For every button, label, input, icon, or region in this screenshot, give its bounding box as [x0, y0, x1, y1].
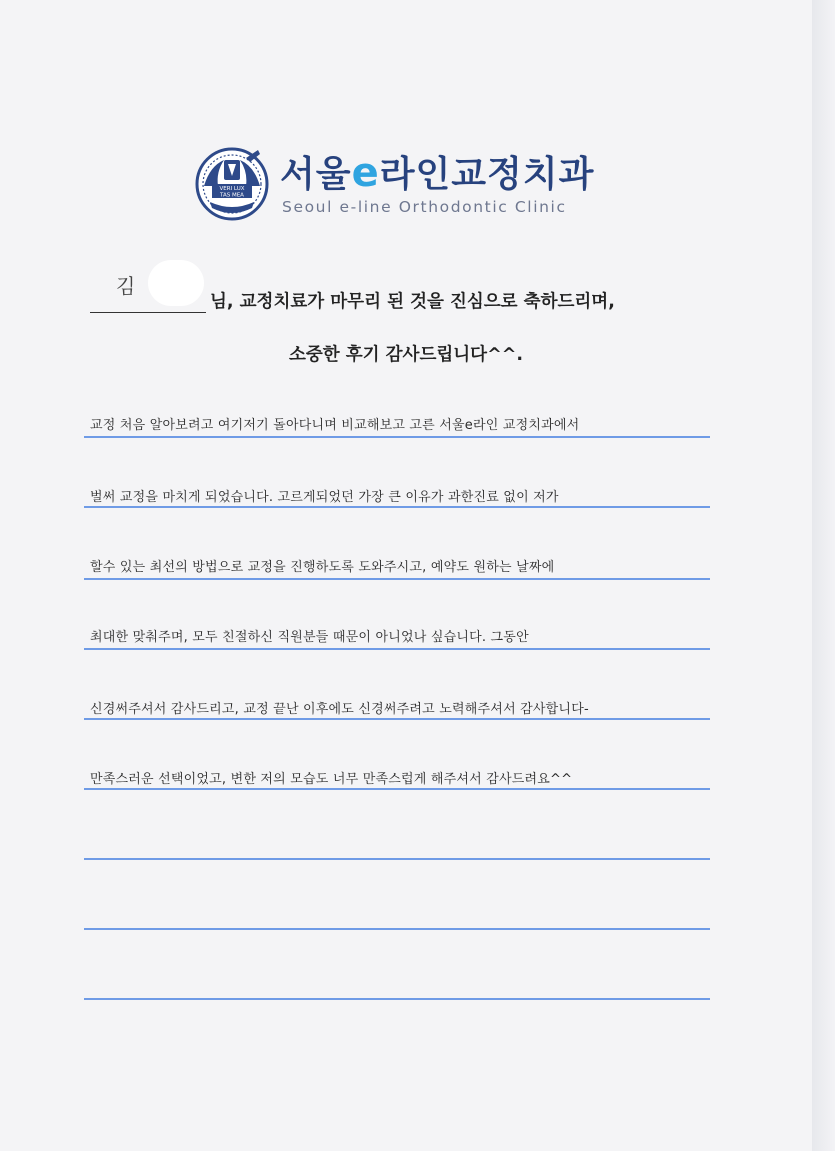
greeting-line-1: 님, 교정치료가 마무리 된 것을 진심으로 축하드리며, — [210, 292, 615, 312]
handwritten-name: 김 — [116, 274, 136, 298]
svg-text:TAS MEA: TAS MEA — [220, 192, 244, 199]
ruled-line — [84, 928, 710, 930]
svg-text:VERI LUX: VERI LUX — [219, 186, 245, 192]
ruled-line — [84, 648, 710, 650]
ruled-line — [84, 998, 710, 1000]
logo-title-prefix: 서울 — [280, 154, 352, 195]
ruled-line — [84, 506, 710, 508]
ruled-line — [84, 858, 710, 860]
redaction-mark — [148, 260, 204, 306]
clinic-logo-title — [280, 146, 594, 196]
clinic-logo-subtitle: Seoul e-line Orthodontic Clinic — [282, 198, 567, 216]
ruled-line — [84, 578, 710, 580]
handwritten-line: 벌써 교정을 마치게 되었습니다. 고르게되었던 가장 큰 이유가 과한진료 없이 저가 — [90, 490, 559, 505]
handwritten-line: 신경써주셔서 감사드리고, 교정 끝난 이후에도 신경써주려고 노력해주셔서 감사합니다- — [90, 702, 589, 717]
handwritten-line: 최대한 맞춰주며, 모두 친절하신 직원분들 때문이 아니었나 싶습니다. 그동안 — [90, 630, 529, 645]
scan-edge — [812, 0, 835, 1151]
ruled-line — [84, 788, 710, 790]
logo-title-suffix: 라인교정치과 — [379, 154, 595, 195]
handwritten-line: 만족스러운 선택이었고, 변한 저의 모습도 너무 만족스럽게 해주셔서 감사드려요^^ — [90, 772, 573, 787]
greeting-line-2: 소중한 후기 감사드립니다^^. — [288, 345, 524, 365]
handwritten-line: 할수 있는 최선의 방법으로 교정을 진행하도록 도와주시고, 예약도 원하는 날짜에 — [90, 560, 555, 575]
university-seal-emblem — [194, 146, 270, 222]
ruled-line — [84, 436, 710, 438]
handwritten-line: 교정 처음 알아보려고 여기저기 돌아다니며 비교해보고 고른 서울e라인 교정치과에서 — [90, 418, 580, 433]
ruled-line — [84, 718, 710, 720]
logo-title-accent: e — [351, 150, 380, 196]
